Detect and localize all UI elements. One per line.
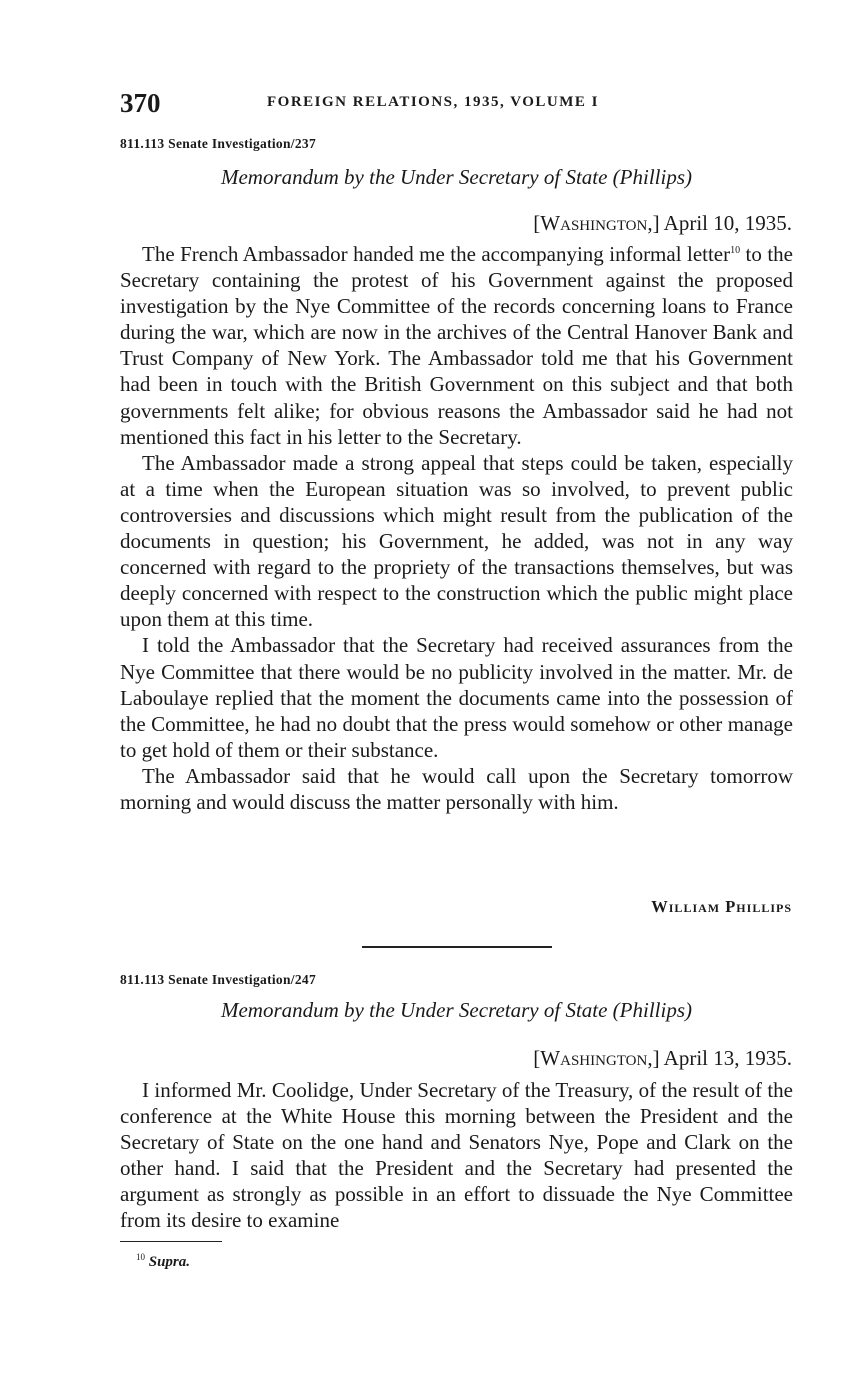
paragraph: The Ambassador made a strong appeal that steps could be taken, especially at a time when the European situation was so involved, to prevent public controversies and discussions which might result from the publication of the documents in question; his Government, he added, was not in any way concerned with regard to the propriety of the transactions themselves, but was deeply concerned with respect to the construction which the public might place upon them at this time. xyxy=(120,450,793,632)
paragraph-text: The French Ambassador handed me the accompanying informal letter xyxy=(142,242,731,266)
paragraph: I informed Mr. Coolidge, Under Secretary of the Treasury, of the result of the conference at the White House this morning between the President and the Secretary of State on the one hand and Senators Nye, Pope and Clark on the other hand. I said that the President and the Secretary had presented the argument as strongly as possible in an effort to dissuade the Nye Committee from its desire to examine xyxy=(120,1078,793,1233)
footnote xyxy=(136,1252,190,1271)
paragraph-text: to the Secretary containing the protest of his Government against the proposed investigation by the Nye Committee of the records concerning loans to France during the war, which are now in the archives of the Central Hanover Bank and Trust Company of New York. The Ambassador told me that his Government had been in touch with the British Government on this subject and that both governments felt alike; for obvious reasons the Ambassador said he had not mentioned this fact in his letter to the Secretary. xyxy=(120,242,793,449)
dateline-place: [Washington,] xyxy=(533,211,660,235)
running-head: FOREIGN RELATIONS, 1935, VOLUME I xyxy=(267,94,600,110)
file-reference: 811.113 Senate Investigation/247 xyxy=(120,972,316,987)
section-divider xyxy=(362,946,552,948)
footnote-mark: 10 xyxy=(136,1252,145,1262)
paragraph xyxy=(120,241,793,450)
footnote-text: Supra. xyxy=(148,1254,191,1270)
memo-title: Memorandum by the Under Secretary of State (Phillips) xyxy=(220,165,693,189)
paragraph: The Ambassador said that he would call upon the Secretary tomorrow morning and would discuss the matter personally with him. xyxy=(120,763,793,814)
dateline xyxy=(533,211,792,236)
dateline xyxy=(533,1046,792,1071)
memo-body xyxy=(120,1077,793,1234)
dateline-date: April 10, 1935. xyxy=(663,211,792,235)
footnote-reference[interactable]: 10 xyxy=(730,245,741,256)
paragraph: I told the Ambassador that the Secretary had received assurances from the Nye Committee that there would be no publicity involved in the matter. Mr. de Laboulaye replied that the moment the documents came into the possession of the Committee, he had no doubt that the press would somehow or other manage to get hold of them or their substance. xyxy=(120,633,793,762)
dateline-date: April 13, 1935. xyxy=(663,1046,792,1070)
memo-body xyxy=(120,241,793,815)
dateline-place: [Washington,] xyxy=(533,1046,660,1070)
page-number: 370 xyxy=(120,88,161,118)
signature: William Phillips xyxy=(651,897,792,916)
footnote-divider xyxy=(120,1241,222,1242)
memo-title: Memorandum by the Under Secretary of State (Phillips) xyxy=(220,998,693,1022)
file-reference: 811.113 Senate Investigation/237 xyxy=(120,136,316,151)
